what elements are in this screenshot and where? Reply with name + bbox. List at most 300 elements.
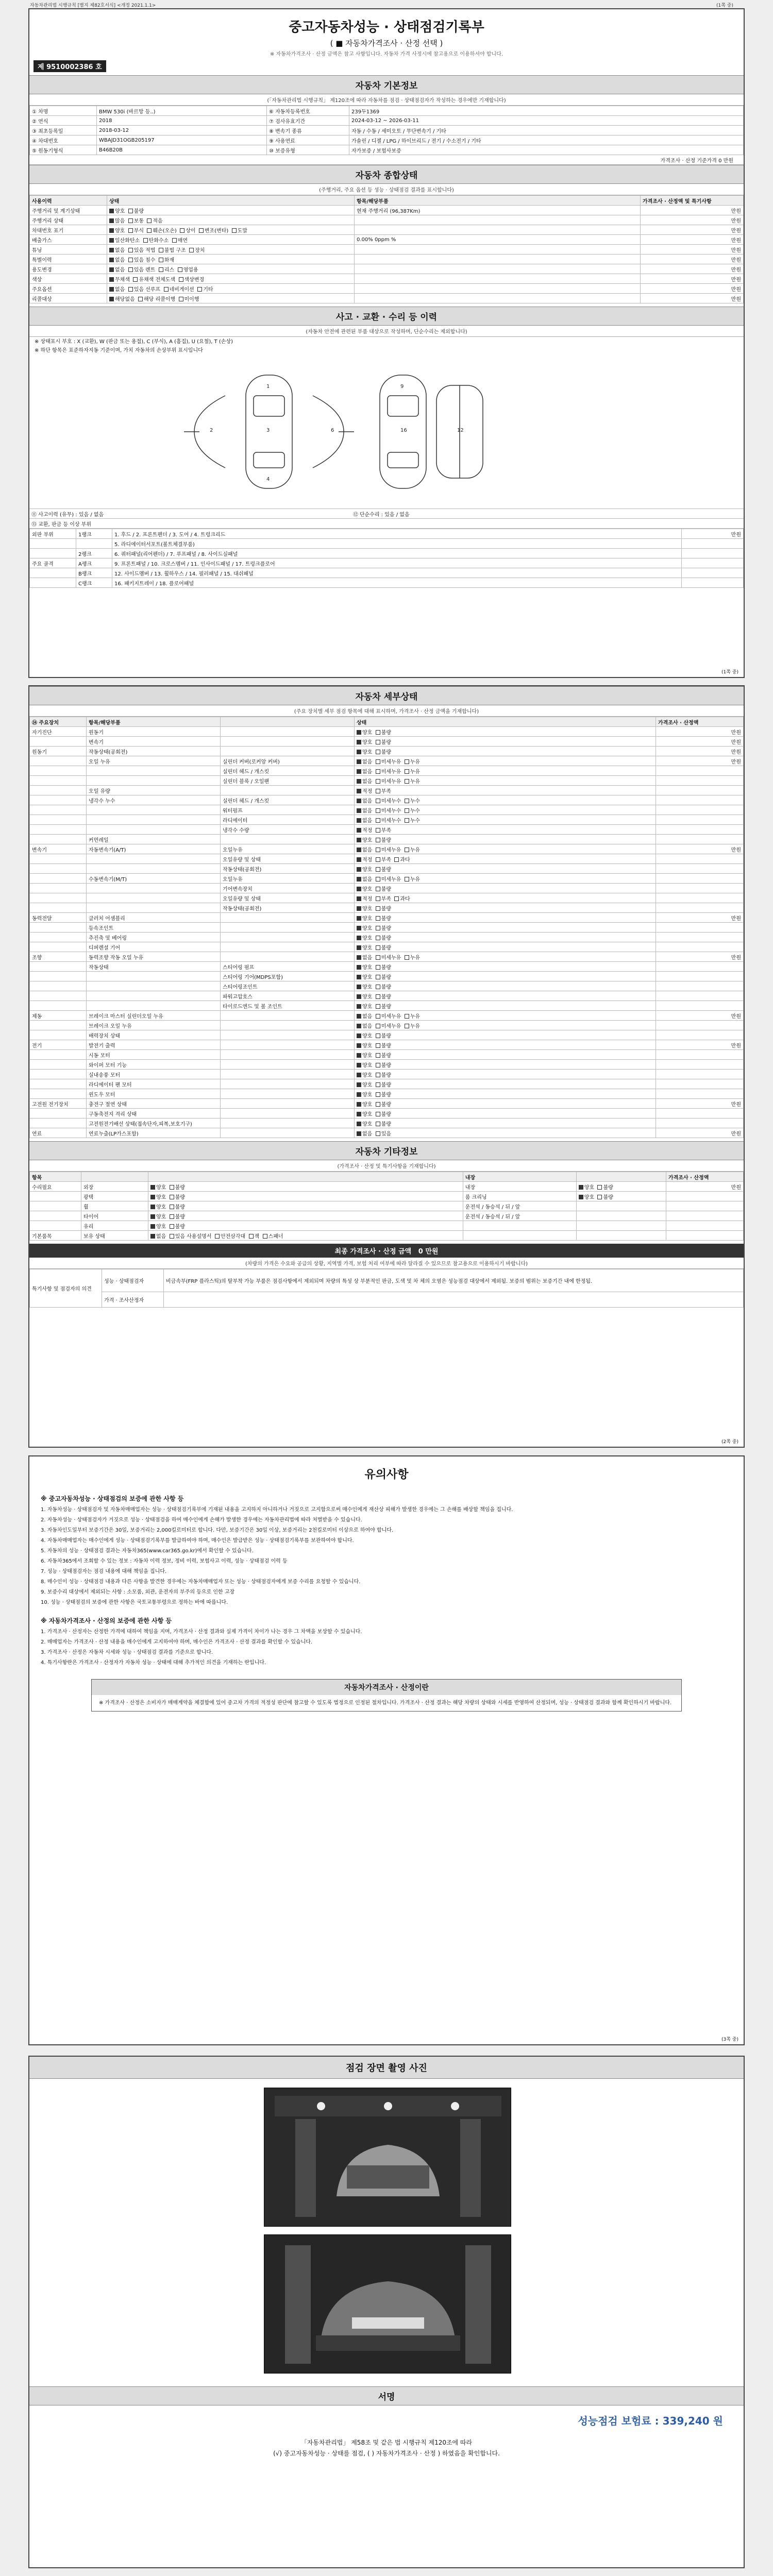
checkbox[interactable] [189,248,194,252]
checkbox[interactable] [357,965,361,970]
checkbox[interactable] [357,906,361,911]
checkbox[interactable] [376,857,380,862]
detail-part: 스티어링 기어(MDPS포함) [221,972,355,981]
detail-system [30,923,87,933]
checkbox[interactable] [394,896,399,901]
checkbox[interactable] [376,1082,380,1087]
checkbox[interactable] [597,1185,602,1190]
detail-item [87,864,221,874]
checkbox[interactable] [128,287,133,292]
detail-price [656,1050,744,1060]
checkbox[interactable] [357,1082,361,1087]
detail-price [656,795,744,805]
basic-label: ③ 최초등록일 [30,126,97,135]
checkbox[interactable] [109,267,114,272]
detail-part: 기어변속장치 [221,884,355,893]
other-row [30,1201,744,1211]
detail-row [30,913,744,923]
checkbox[interactable] [357,818,361,823]
checkbox[interactable] [357,789,361,793]
detail-item [87,805,221,815]
detail-row [30,835,744,844]
doc-warning: ※ 자동차가격조사 · 산정 금액은 참고 사항입니다. 자동차 가격 사정시에 참고용으로 이용하셔야 합니다. [270,52,503,57]
detail-row [30,942,744,952]
checkbox[interactable] [357,1131,361,1136]
checkbox[interactable] [376,1112,380,1116]
checkbox[interactable] [128,258,133,262]
detail-status: 적정 부족 과다 [355,893,656,903]
checkbox[interactable] [357,838,361,842]
checkbox[interactable] [170,1205,174,1209]
checkbox[interactable] [376,1033,380,1038]
checkbox[interactable] [376,1014,380,1019]
checkbox[interactable] [170,1195,174,1199]
checkbox[interactable] [109,209,114,213]
detail-item [87,854,221,864]
checkbox[interactable] [150,1224,155,1229]
detail-row [30,923,744,933]
checkbox[interactable] [405,818,409,823]
overall-price: 만원 [641,245,744,255]
detail-system [30,835,87,844]
checkbox[interactable] [376,740,380,744]
checkbox[interactable] [376,916,380,921]
checkbox[interactable] [376,936,380,940]
checkbox[interactable] [376,779,380,784]
checkbox[interactable] [376,1024,380,1028]
detail-price [656,835,744,844]
checkbox[interactable] [138,297,143,301]
detail-row [30,727,744,737]
final-price-sub: (차량의 가격은 수요와 공급의 상황, 지역별 가격, 보험 처리 여부에 따라 달라질 수 있으므로 참고용으로 이용하시기 바랍니다) [29,1258,744,1269]
insurance-fee-value: 339,240 원 [662,2415,723,2427]
checkbox[interactable] [357,828,361,833]
checkbox[interactable] [376,1043,380,1048]
basic-value-2: 자가보증 / 보험사보증 [349,145,744,155]
checkbox[interactable] [357,808,361,813]
checkbox[interactable] [376,1063,380,1067]
note-item: 5. 자동차의 성능 · 상태점검 결과는 자동차365(www.car365.go.kr)에서 확인할 수 있습니다. [41,1548,254,1554]
checkbox[interactable] [357,867,361,872]
checkbox[interactable] [109,287,114,292]
checkbox[interactable] [357,926,361,930]
checkbox[interactable] [376,945,380,950]
checkbox[interactable] [357,779,361,784]
checkbox[interactable] [376,1053,380,1058]
other-status-2 [576,1221,666,1231]
detail-system [30,884,87,893]
detail-row [30,786,744,795]
checkbox[interactable] [579,1195,583,1199]
basic-label: ⑤ 원동기형식 [30,145,97,155]
detail-status: 양호 불량 [355,737,656,747]
detail-part [221,1070,355,1079]
car-outline-diagram [29,354,745,509]
checkbox[interactable] [405,769,409,774]
detail-col-header: 항목/해당부품 [87,717,221,727]
detail-part [221,1109,355,1118]
other-col-header [148,1172,463,1182]
checkbox[interactable] [376,750,380,754]
checkbox[interactable] [357,1004,361,1009]
checkbox[interactable] [357,994,361,999]
checkbox[interactable] [357,1073,361,1077]
checkbox[interactable] [357,1024,361,1028]
basic-value-2: 2024-03-12 ~ 2026-03-11 [349,116,744,126]
detail-row [30,1070,744,1079]
checkbox[interactable] [159,267,163,272]
checkbox[interactable] [179,277,183,282]
overall-item: 특별이력 [30,255,107,264]
checkbox[interactable] [357,1112,361,1116]
checkbox[interactable] [357,1102,361,1107]
checkbox[interactable] [357,896,361,901]
checkbox[interactable] [376,994,380,999]
checkbox[interactable] [357,1043,361,1048]
checkbox[interactable] [357,759,361,764]
checkbox[interactable] [405,779,409,784]
outer-price [682,549,744,558]
other-item: 외장 [81,1182,148,1192]
checkbox[interactable] [150,1214,155,1219]
photo-title: 점검 장면 촬영 사진 [29,2057,744,2079]
checkbox[interactable] [109,258,114,262]
detail-system [30,737,87,747]
checkbox[interactable] [109,228,114,233]
checkbox[interactable] [405,759,409,764]
checkbox[interactable] [376,896,380,901]
checkbox[interactable] [376,828,380,833]
checkbox[interactable] [159,258,163,262]
checkbox[interactable] [357,740,361,744]
outer-parts: 5. 라디에이터서포트(볼트체결부품) [112,539,682,549]
checkbox[interactable] [357,985,361,989]
detail-item [87,991,221,1001]
checkbox[interactable] [376,955,380,960]
overall-row [30,235,744,245]
checkbox[interactable] [164,287,169,292]
checkbox[interactable] [357,945,361,950]
checkbox[interactable] [405,848,409,852]
checkbox[interactable] [179,297,183,301]
checkbox[interactable] [376,965,380,970]
overall-status: 일산화탄소 탄화수소 매연 [107,235,355,245]
checkbox[interactable] [357,916,361,921]
detail-system [30,962,87,972]
checkbox[interactable] [170,1224,174,1229]
detail-item: 작동상태 [87,962,221,972]
checkbox[interactable] [170,1214,174,1219]
checkbox[interactable] [357,848,361,852]
detail-item: 배력장치 상태 [87,1030,221,1040]
outer-parts: 9. 프론트패널 / 10. 크로스멤버 / 11. 인사이드패널 / 17. 트렁크플로어 [112,558,682,568]
checkbox[interactable] [147,218,152,223]
basic-label-2: ⑧ 변속기 종류 [267,126,349,135]
checkbox[interactable] [376,867,380,872]
checkbox[interactable] [357,936,361,940]
detail-system [30,1109,87,1118]
detail-system [30,1079,87,1089]
outer-rank [76,539,112,549]
checkbox[interactable] [405,1024,409,1028]
checkbox[interactable] [376,1004,380,1009]
checkbox[interactable] [376,1122,380,1126]
checkbox[interactable] [376,1092,380,1097]
checkbox[interactable] [394,857,399,862]
checkbox[interactable] [232,228,237,233]
checkbox[interactable] [376,818,380,823]
overall-col-header: 가격조사 · 산정액 및 특기사항 [641,196,744,206]
checkbox[interactable] [376,975,380,979]
checkbox[interactable] [249,1234,254,1239]
checkbox[interactable] [357,1092,361,1097]
detail-row [30,1099,744,1109]
basic-value: 2018 [97,116,267,126]
detail-price [656,805,744,815]
checkbox[interactable] [376,799,380,803]
checkbox[interactable] [405,799,409,803]
checkbox[interactable] [357,1033,361,1038]
basic-label-2: ⑥ 자동차등록번호 [267,106,349,116]
outer-row [30,568,744,578]
overall-detail: 0.00% 0ppm % [355,235,641,245]
checkbox[interactable] [109,297,114,301]
detail-price [656,874,744,884]
detail-row [30,795,744,805]
overall-row [30,206,744,215]
other-item: 광택 [81,1192,148,1201]
special-label: 특기사항 및 점검자의 의견 [30,1269,102,1308]
detail-status: 없음 미세누유 누유 [355,844,656,854]
detail-row [30,756,744,766]
checkbox[interactable] [357,799,361,803]
checkbox[interactable] [376,848,380,852]
detail-status: 양호 불량 [355,835,656,844]
checkbox[interactable] [357,975,361,979]
detail-system: 고전원 전기장치 [30,1099,87,1109]
detail-system [30,864,87,874]
checkbox[interactable] [170,1185,174,1190]
checkbox[interactable] [357,1122,361,1126]
checkbox[interactable] [172,238,177,243]
detail-status: 양호 불량 [355,884,656,893]
page-4 [28,2056,745,2568]
checkbox[interactable] [376,730,380,735]
checkbox[interactable] [405,808,409,813]
detail-status: 양호 불량 [355,1079,656,1089]
detail-status: 없음 미세누수 누수 [355,795,656,805]
detail-price: 만원 [656,1040,744,1050]
checkbox[interactable] [109,248,114,252]
detail-price: 만원 [656,952,744,962]
checkbox[interactable] [376,906,380,911]
note-item: 9. 보증수리 대상에서 제외되는 사항 : 소모품, 외관, 운전자의 부주의 등으로 인한 고장 [41,1589,235,1595]
detail-row [30,1060,744,1070]
checkbox[interactable] [150,1205,155,1209]
checkbox[interactable] [376,769,380,774]
other-row [30,1192,744,1201]
checkbox[interactable] [376,1131,380,1136]
checkbox[interactable] [357,1063,361,1067]
checkbox[interactable] [159,248,163,252]
detail-system: 변속기 [30,844,87,854]
detail-item: 자동변속기(A/T) [87,844,221,854]
detail-status: 양호 불량 [355,1070,656,1079]
checkbox[interactable] [147,228,152,233]
detail-status: 양호 불량 [355,913,656,923]
checkbox[interactable] [376,789,380,793]
checkbox[interactable] [376,877,380,882]
checkbox[interactable] [597,1195,602,1199]
detail-item: 구동축전지 격리 상태 [87,1109,221,1118]
accident-row [29,509,744,519]
checkbox[interactable] [197,287,202,292]
basic-label: ① 차명 [30,106,97,116]
other-item-2: 운전석 / 동승석 / 뒤 / 앞 [463,1211,576,1221]
detail-row [30,933,744,942]
detail-price: 만원 [656,1128,744,1138]
diagram-label-9: 9 [400,384,404,389]
overall-detail [355,274,641,284]
detail-system [30,825,87,835]
overall-status: 없음 있음 렌트 리스 영업용 [107,264,355,274]
checkbox[interactable] [128,209,133,213]
basic-label: ② 연식 [30,116,97,126]
detail-row [30,776,744,786]
checkbox[interactable] [376,838,380,842]
basic-value-2: 자동 / 수동 / 세미오토 / 무단변속기 / 기타 [349,126,744,135]
checkbox[interactable] [376,1102,380,1107]
checkbox[interactable] [133,277,138,282]
other-status-2: 양호 불량 [576,1182,666,1192]
special-row-text-0: 비금속부(FRP 플라스틱)의 탈부착 가능 부품은 점검사항에서 제외되며 차량의 특성 상 부분적인 판금, 도색 및 차 체의 오염은 성능점검 대상에서 제외됨. 보증의 범위는 보증기간 내에 한정됨. [164,1269,744,1292]
checkbox[interactable] [150,1185,155,1190]
other-row [30,1211,744,1221]
checkbox[interactable] [178,267,182,272]
checkbox[interactable] [357,769,361,774]
other-col-header [81,1172,148,1182]
checkbox[interactable] [180,228,184,233]
page-1-footer: (1쪽 중) [721,670,738,675]
outer-group [30,549,76,558]
detail-item: 커먼레일 [87,835,221,844]
checkbox[interactable] [376,887,380,891]
detail-price [656,1070,744,1079]
checkbox[interactable] [199,228,204,233]
checkbox[interactable] [143,238,148,243]
detail-row [30,991,744,1001]
accident-sub: (자동차 안전에 관련된 부품 대상으로 작성하며, 단순수리는 제외합니다) [29,326,744,337]
other-price [666,1221,744,1231]
checkbox[interactable] [128,218,133,223]
page-3-footer: (3쪽 중) [721,2037,738,2042]
detail-status: 양호 불량 [355,1050,656,1060]
overall-item: 배출가스 [30,235,107,245]
overall-price: 만원 [641,294,744,303]
overall-status: 없음 있음 선루프 네비게이션 기타 [107,284,355,294]
detail-status: 양호 불량 [355,1060,656,1070]
note-item: 3. 자동차인도일부터 보증기간은 30일, 보증거리는 2,000킬로미터로 합니다. 다만, 보증기간은 30일 이상, 보증거리는 2천킬로미터 이상으로 하여야 합니다. [41,1528,394,1533]
detail-part: 작동상태(공회전) [221,903,355,913]
detail-price [656,786,744,795]
checkbox[interactable] [405,1014,409,1019]
overall-detail [355,215,641,225]
detail-part: 냉각수 수량 [221,825,355,835]
checkbox[interactable] [579,1185,583,1190]
checkbox[interactable] [109,277,114,282]
detail-part: 오일유량 및 상태 [221,854,355,864]
checkbox[interactable] [376,926,380,930]
detail-item [87,815,221,825]
note-item: 4. 자동차매매업자는 매수인에게 성능 · 상태점검기록부를 발급하여야 하며, 매수인은 발급받은 성능 · 상태점검기록부를 보관하여야 합니다. [41,1538,354,1544]
checkbox[interactable] [357,887,361,891]
detail-row [30,1118,744,1128]
checkbox[interactable] [376,808,380,813]
detail-part [221,1021,355,1030]
checkbox[interactable] [376,759,380,764]
diagram-label-4: 4 [266,477,270,482]
detail-row [30,972,744,981]
checkbox[interactable] [128,267,133,272]
detail-part: 실린더 블록 / 오일팬 [221,776,355,786]
detail-row [30,903,744,913]
checkbox[interactable] [215,1234,220,1239]
checkbox[interactable] [128,248,133,252]
overall-detail [355,284,641,294]
checkbox[interactable] [128,228,133,233]
checkbox[interactable] [405,955,409,960]
detail-status: 양호 불량 [355,972,656,981]
basic-value-2: 가솔린 / 디젤 / LPG / 하이브리드 / 전기 / 수소전기 / 기타 [349,135,744,145]
checkbox[interactable] [357,877,361,882]
other-item: 타이어 [81,1211,148,1221]
notes-heading-1: ※ 중고자동차성능 · 상태점검의 보증에 관한 사항 등 [41,1495,184,1502]
detail-status: 양호 불량 [355,991,656,1001]
detail-item: 시동 모터 [87,1050,221,1060]
checkbox[interactable] [357,750,361,754]
checkbox[interactable] [150,1234,155,1239]
checkbox[interactable] [150,1195,155,1199]
outer-group [30,539,76,549]
detail-row [30,854,744,864]
form-header [0,1,773,8]
checkbox[interactable] [357,955,361,960]
checkbox[interactable] [109,238,114,243]
checkbox[interactable] [109,218,114,223]
checkbox[interactable] [357,857,361,862]
checkbox[interactable] [357,1053,361,1058]
outer-panel-table [29,529,744,588]
detail-part [221,1050,355,1060]
checkbox[interactable] [357,1014,361,1019]
detail-part: 워터펌프 [221,805,355,815]
detail-item [87,972,221,981]
other-item-2 [463,1231,576,1241]
checkbox[interactable] [357,730,361,735]
detail-system: 연료 [30,1128,87,1138]
checkbox[interactable] [405,877,409,882]
checkbox[interactable] [170,1234,174,1239]
detail-price [656,1089,744,1099]
detail-system [30,854,87,864]
detail-system [30,1030,87,1040]
detail-col-header: 상태 [355,717,656,727]
special-row-label-0: 성능 · 상태점검자 [102,1269,164,1292]
checkbox[interactable] [376,1073,380,1077]
checkbox[interactable] [376,985,380,989]
checkbox[interactable] [263,1234,267,1239]
detail-item: 냉각수 누수 [87,795,221,805]
